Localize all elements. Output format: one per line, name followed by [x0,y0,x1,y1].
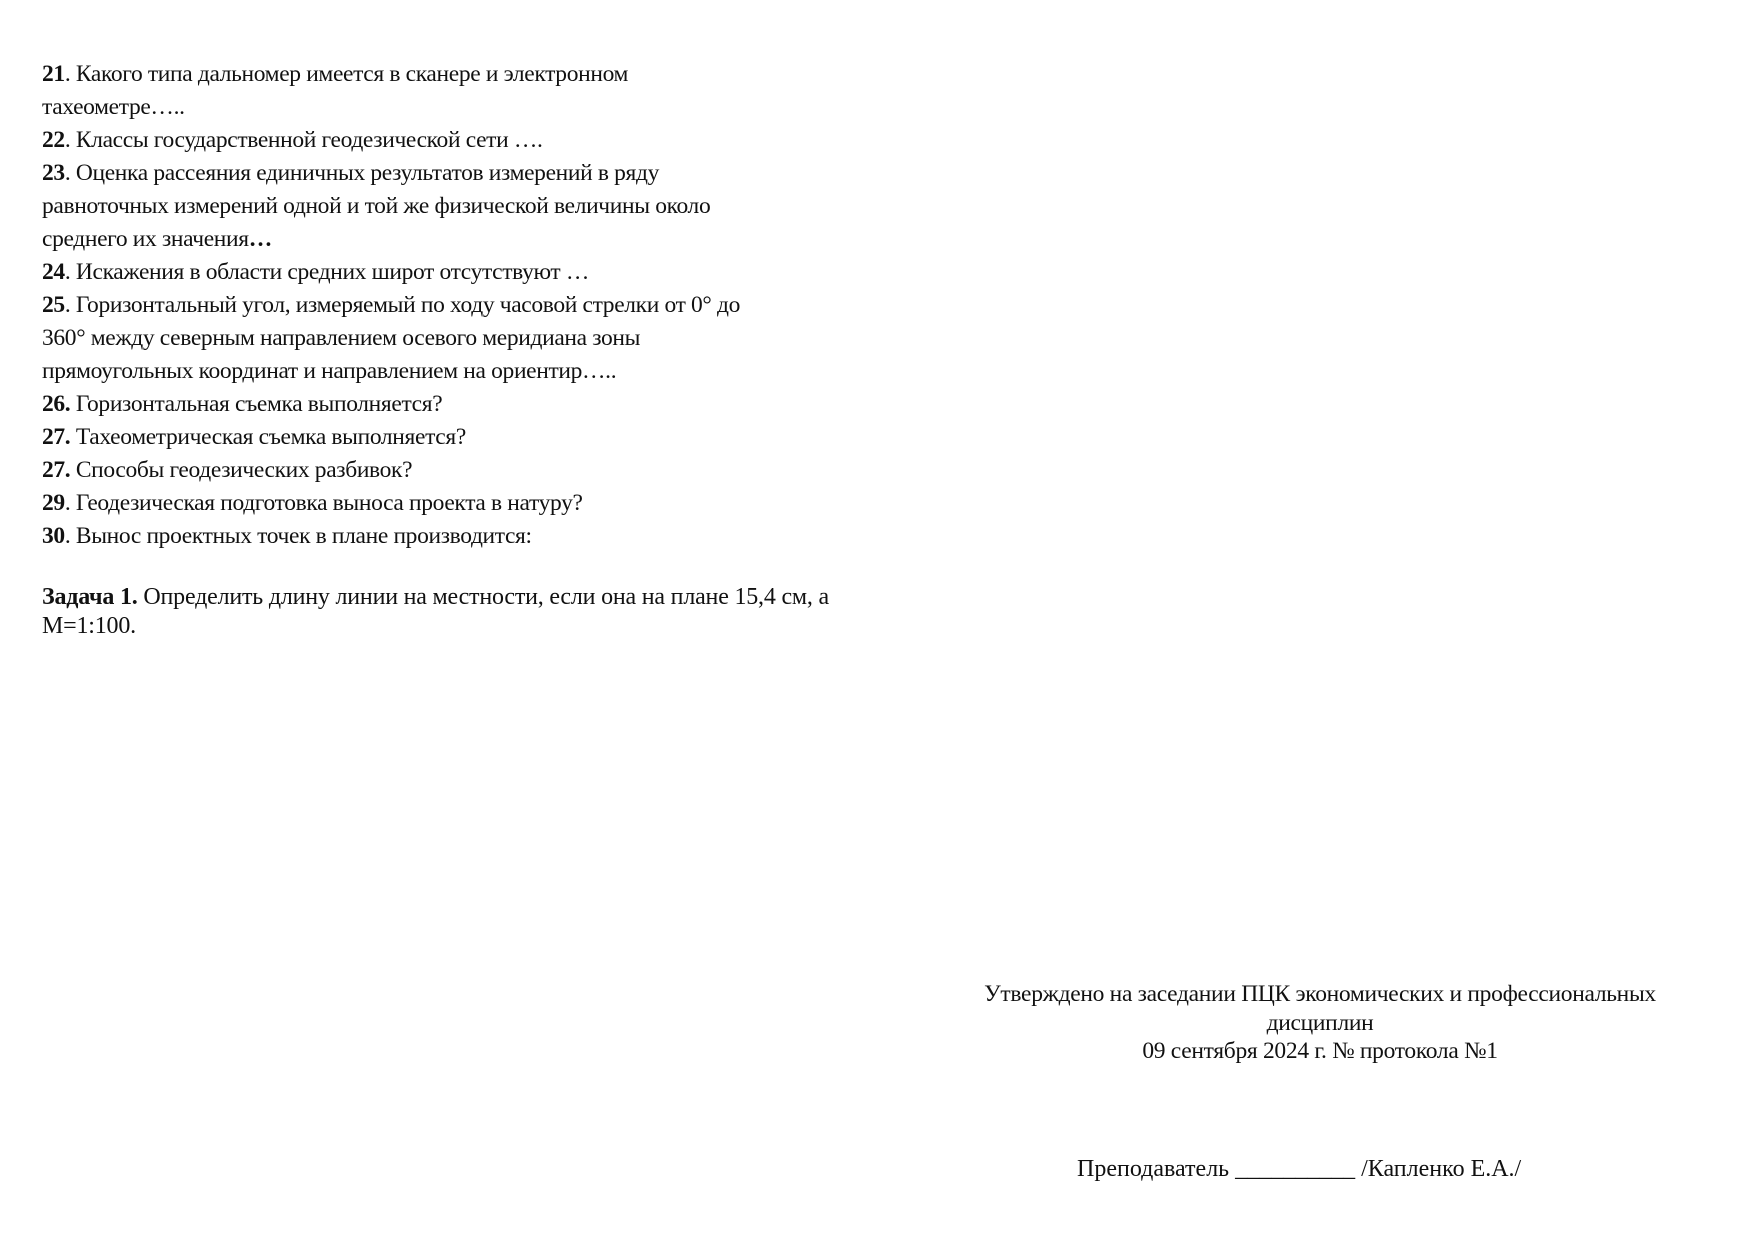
question-number: 23 [42,160,65,186]
question-text: равноточных измерений одной и той же физической величины около [42,193,711,219]
question-text: 360° между северным направлением осевого меридиана зоны [42,325,641,351]
question-number: 21 [42,61,65,87]
question-number: 22 [42,127,65,153]
approval-block [940,980,1700,1066]
question-21 [42,58,628,91]
question-line [42,223,272,256]
question-text: Классы государственной геодезической сети …. [75,127,543,153]
question-number: 30 [42,523,65,549]
question-separator: . [64,523,76,549]
question-22 [42,124,543,157]
question-text: Геодезическая подготовка выноса проекта в натуру? [75,490,583,516]
question-number: 24 [42,259,65,285]
question-29 [42,487,583,520]
question-27 [42,454,412,487]
task-text: Определить длину линии на местности, если она на плане 15,4 см, а М=1:100. [42,584,829,639]
signature-name: /Капленко Е.А./ [1361,1156,1522,1182]
question-line [42,91,185,124]
signature-label: Преподаватель [1077,1156,1230,1182]
question-ellipsis: … [248,226,272,252]
approval-line-1: Утверждено на заседании ПЦК экономических и профессиональных [984,981,1656,1007]
question-text: Горизонтальный угол, измеряемый по ходу часовой стрелки от 0° до [75,292,741,318]
question-text: среднего их значения [42,226,249,252]
question-separator: . [64,490,76,516]
question-text: Способы геодезических разбивок? [75,457,413,483]
question-text: Горизонтальная съемка выполняется? [75,391,443,417]
question-text: Тахеометрическая съемка выполняется? [75,424,466,450]
question-number: 25 [42,292,65,318]
approval-line-3: 09 сентября 2024 г. № протокола №1 [1142,1038,1498,1064]
question-25 [42,289,740,322]
question-line [42,322,640,355]
question-text: тахеометре….. [42,94,185,120]
question-23 [42,157,659,190]
question-number: 27. [42,457,71,483]
question-line [42,355,616,388]
question-26 [42,388,442,421]
question-text: Вынос проектных точек в плане производится: [75,523,532,549]
signature-blank: __________ [1235,1156,1356,1182]
question-separator: . [64,160,76,186]
task-1 [42,583,862,641]
question-text: Какого типа дальномер имеется в сканере и электронном [75,61,629,87]
question-separator: . [64,292,76,318]
task-label: Задача 1. [42,584,138,610]
question-text: Оценка рассеяния единичных результатов измерений в ряду [75,160,659,186]
question-30 [42,520,532,553]
question-number: 27. [42,424,71,450]
question-separator: . [64,61,76,87]
question-text: Искажения в области средних широт отсутствуют … [75,259,590,285]
approval-line-2: дисциплин [1266,1009,1374,1036]
question-number: 26. [42,391,71,417]
question-number: 29 [42,490,65,516]
question-separator: . [64,259,76,285]
question-text: прямоугольных координат и направлением на ориентир….. [42,358,617,384]
signature-line [1077,1154,1521,1184]
question-line [42,190,710,223]
question-24 [42,256,589,289]
question-27 [42,421,466,454]
question-separator: . [64,127,76,153]
